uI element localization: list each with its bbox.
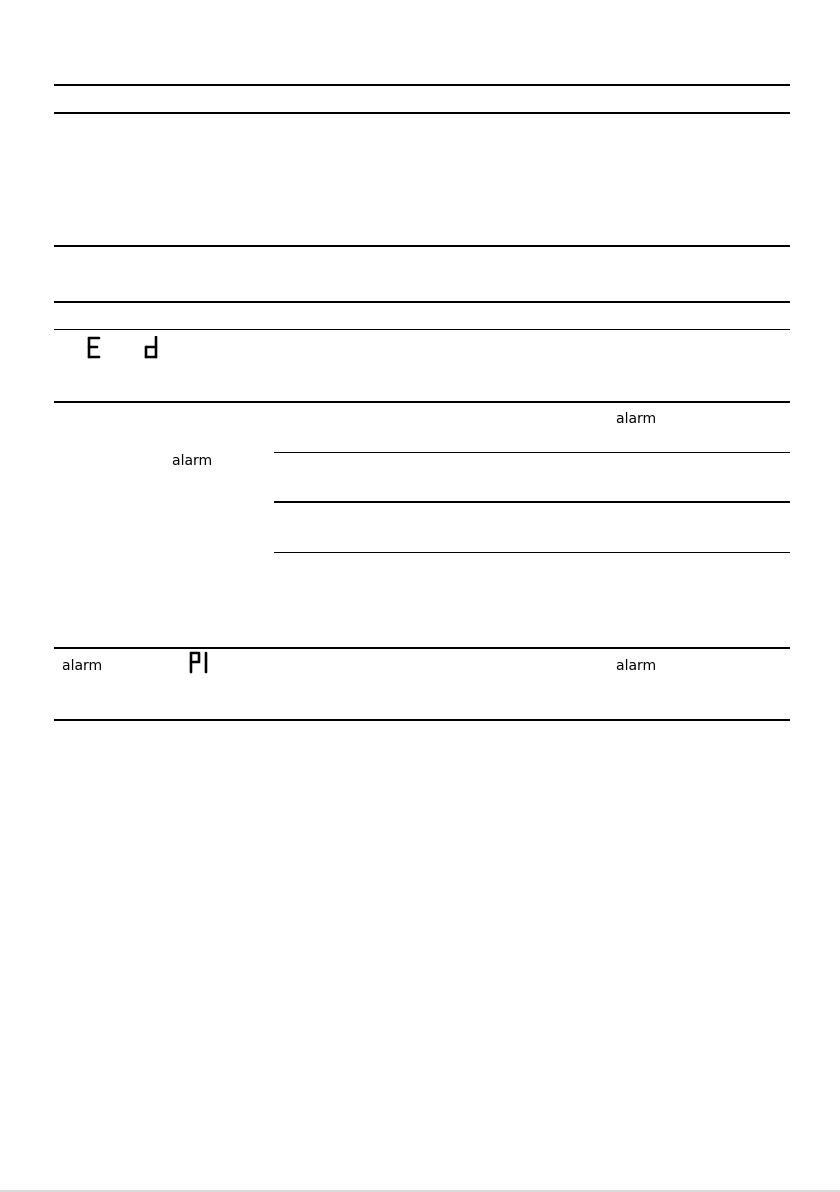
header-bottom-rule (54, 112, 790, 114)
alarm-group-left-label: alarm (172, 453, 213, 469)
p1-row-right-label: alarm (616, 658, 657, 674)
row-divider-3 (54, 329, 790, 330)
table-top-rule (54, 84, 790, 86)
row-divider-5 (54, 647, 790, 649)
seven-segment-d-icon (143, 336, 163, 360)
row-divider-1 (54, 245, 790, 247)
table-bottom-rule (54, 719, 790, 721)
alarm-group-right-label: alarm (616, 411, 657, 427)
row-divider-4 (54, 401, 790, 403)
subrow-divider-2 (274, 501, 790, 503)
subrow-divider-1 (274, 452, 790, 453)
seven-segment-e-icon (86, 336, 106, 360)
seven-segment-p1-icon (188, 651, 212, 675)
subrow-divider-3 (274, 552, 790, 553)
row-divider-2 (54, 301, 790, 303)
p1-row-left-label: alarm (62, 658, 103, 674)
